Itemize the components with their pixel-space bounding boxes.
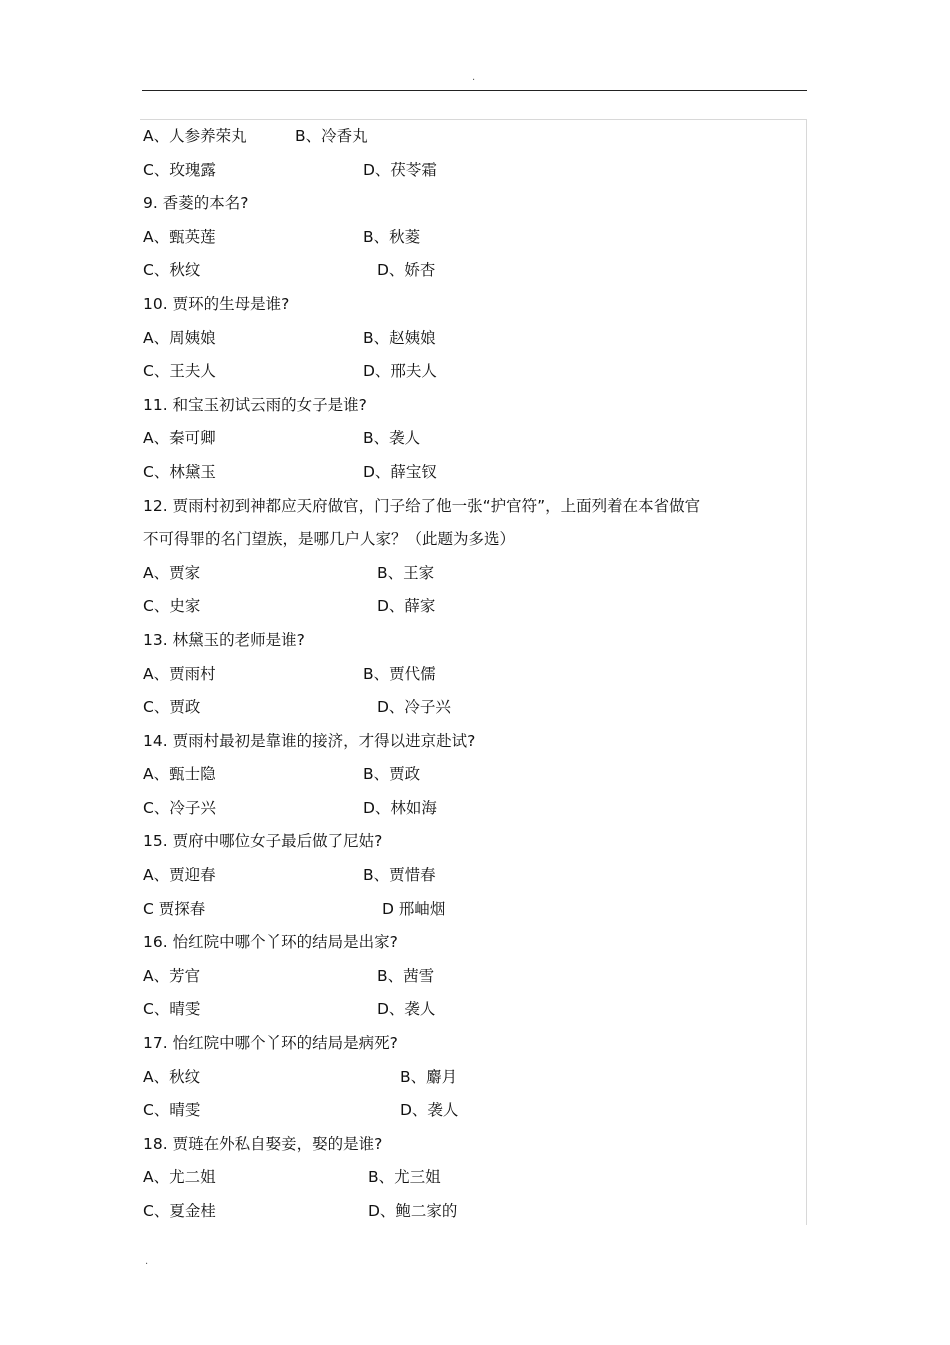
option-left: C、贾政	[143, 698, 201, 717]
option-row	[143, 254, 783, 288]
question-text: 12. 贾雨村初到神都应天府做官，门子给了他一张“护官符”，上面列着在本省做官	[143, 496, 701, 515]
option-right: D、袭人	[377, 1000, 436, 1019]
question-text: 10. 贾环的生母是谁?	[143, 294, 290, 313]
option-left: A、贾家	[143, 563, 201, 582]
option-row	[143, 1195, 783, 1229]
option-left: A、贾雨村	[143, 664, 216, 683]
option-row	[143, 1061, 783, 1095]
option-left: C、林黛玉	[143, 462, 216, 481]
footer-mark: .	[145, 1256, 149, 1267]
option-row	[143, 1161, 783, 1195]
option-left: C、夏金桂	[143, 1202, 216, 1220]
option-right: D、邢夫人	[363, 362, 437, 381]
option-right: B、茜雪	[377, 966, 435, 985]
option-row	[143, 456, 783, 490]
option-left: A、周姨娘	[143, 328, 216, 347]
option-row	[143, 422, 783, 456]
option-right: D、林如海	[363, 798, 437, 817]
option-left: A、人参养荣丸	[143, 127, 247, 145]
option-right: D、鲍二家的	[368, 1202, 458, 1220]
question-text: 16. 怡红院中哪个丫环的结局是出家?	[143, 933, 398, 952]
option-row	[143, 893, 783, 927]
option-right: B、贾代儒	[363, 664, 436, 683]
option-right: B、贾惜春	[363, 866, 436, 885]
option-right: B、冷香丸	[295, 127, 368, 145]
question-text: 18. 贾琏在外私自娶妾，娶的是谁?	[143, 1134, 383, 1153]
option-left: C、冷子兴	[143, 798, 216, 817]
question-text: 14. 贾雨村最初是靠谁的接济，才得以进京赴试?	[143, 731, 476, 750]
option-left: C 贾探春	[143, 899, 206, 918]
option-row	[143, 993, 783, 1027]
option-left: C、秋纹	[143, 261, 201, 280]
option-row	[143, 1094, 783, 1128]
option-left: C、史家	[143, 597, 201, 616]
option-left: C、王夫人	[143, 362, 216, 381]
option-right: B、秋菱	[363, 227, 421, 246]
option-right: B、赵姨娘	[363, 328, 436, 347]
option-right: D、薛家	[377, 597, 436, 616]
question-text: 9. 香菱的本名?	[143, 194, 249, 213]
option-row	[143, 322, 783, 356]
option-right: D、袭人	[400, 1101, 459, 1120]
option-right: D、冷子兴	[377, 698, 451, 717]
option-row	[143, 691, 783, 725]
option-row	[143, 590, 783, 624]
option-right: B、尤三姐	[368, 1168, 441, 1187]
option-left: A、尤二姐	[143, 1168, 216, 1187]
option-right: D、薛宝钗	[363, 462, 437, 481]
option-right: D、茯苓霜	[363, 160, 437, 179]
option-right: D、娇杏	[377, 261, 436, 280]
option-row	[143, 221, 783, 255]
option-left: C、晴雯	[143, 1101, 201, 1120]
option-right: B、贾政	[363, 765, 421, 784]
header-rule	[142, 90, 807, 91]
option-left: A、秦可卿	[143, 429, 216, 448]
option-row	[143, 355, 783, 389]
question-text: 17. 怡红院中哪个丫环的结局是病死?	[143, 1034, 398, 1053]
question-text: 不可得罪的名门望族，是哪几户人家？（此题为多选）	[143, 530, 516, 549]
option-row	[143, 960, 783, 994]
option-left: C、玫瑰露	[143, 160, 216, 179]
option-left: A、贾迎春	[143, 866, 216, 885]
header-mark: .	[472, 72, 476, 83]
option-right: D 邢岫烟	[382, 899, 446, 918]
option-row	[143, 758, 783, 792]
option-left: A、甄英莲	[143, 227, 216, 246]
option-row	[143, 658, 783, 692]
option-row	[143, 120, 783, 154]
option-right: B、麝月	[400, 1067, 458, 1086]
option-row	[143, 859, 783, 893]
option-left: A、芳官	[143, 966, 201, 985]
option-right: B、袭人	[363, 429, 421, 448]
option-row	[143, 154, 783, 188]
question-text: 13. 林黛玉的老师是谁?	[143, 630, 305, 649]
option-row	[143, 792, 783, 826]
question-text: 15. 贾府中哪位女子最后做了尼姑?	[143, 832, 383, 851]
option-left: A、甄士隐	[143, 765, 216, 784]
question-text: 11. 和宝玉初试云雨的女子是谁?	[143, 395, 367, 414]
option-right: B、王家	[377, 563, 435, 582]
question-list	[143, 120, 783, 1229]
option-row	[143, 557, 783, 591]
option-left: C、晴雯	[143, 1000, 201, 1019]
option-left: A、秋纹	[143, 1067, 201, 1086]
